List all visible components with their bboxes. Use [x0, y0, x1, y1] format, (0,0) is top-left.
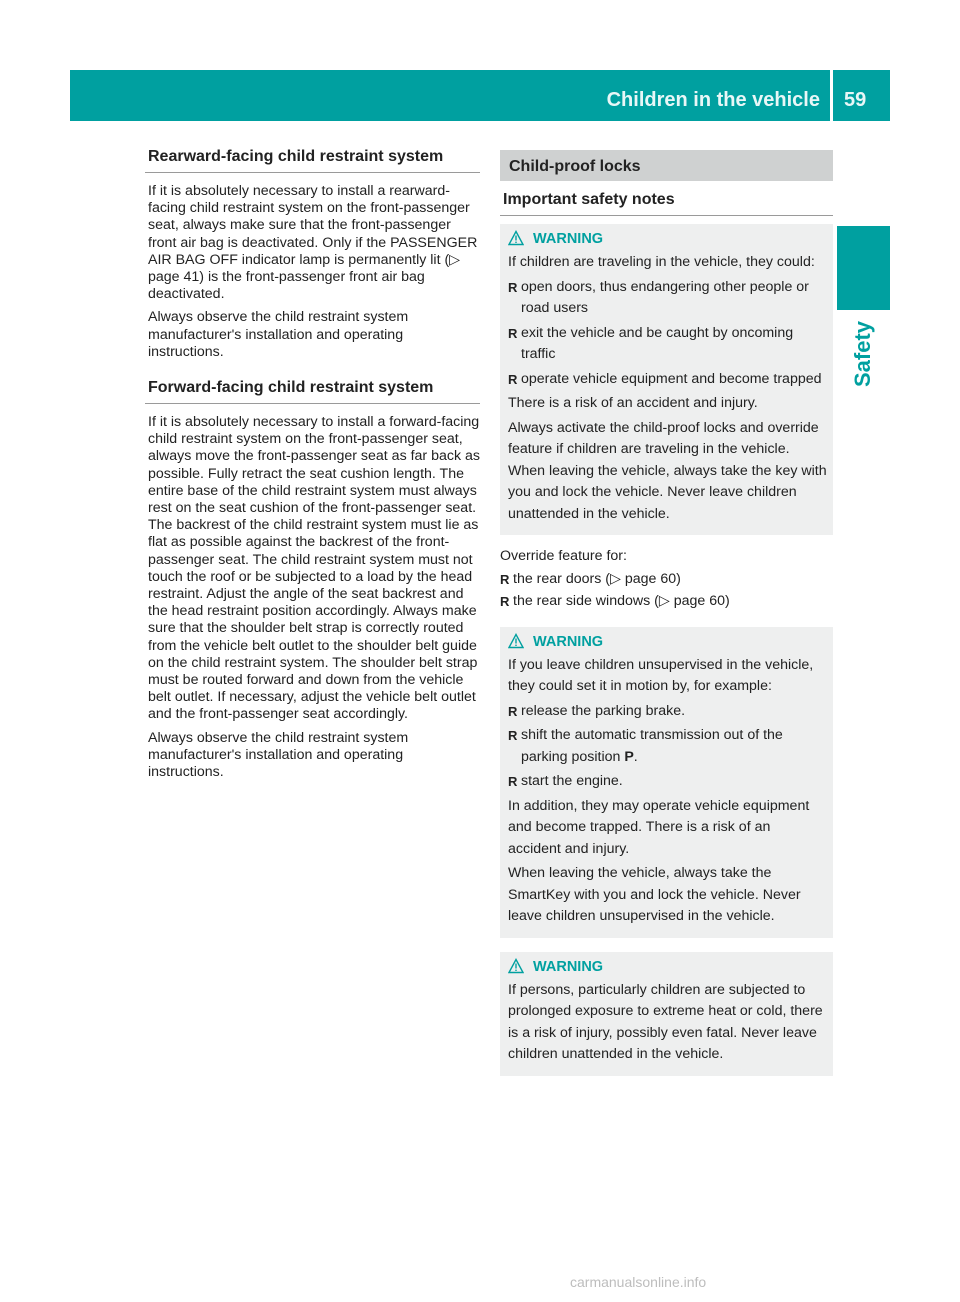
warning-box-3 — [500, 952, 833, 1076]
warning-label: WARNING — [533, 231, 604, 247]
section-label: Safety — [850, 320, 875, 388]
warning-header — [508, 226, 827, 252]
right-column — [500, 150, 833, 1076]
left-column — [145, 148, 480, 781]
warning-box-1 — [500, 224, 833, 535]
rearward-heading: Rearward-facing child restraint system — [145, 148, 480, 173]
rearward-note: Always observe the child restraint system manufacturer's installation and operating instructions. — [148, 309, 409, 360]
warning-text: If you leave children unsupervised in the vehicle, they could set it in motion by, for example: — [508, 656, 814, 694]
list-item: R the rear doors (▷ page 60) — [500, 570, 681, 587]
rearward-paragraph: If it is absolutely necessary to install a rearward-facing child restraint system on the front-passenger seat, always make sure that the front-passenger front air bag is deactivated. Only if the PASSENGER AIR BAG OFF indicator lamp is permanently lit (▷ page 41) is the front-passenger front air bag deactivated. — [148, 183, 478, 303]
warning-triangle-icon — [508, 629, 533, 655]
forward-heading: Forward-facing child restraint system — [145, 379, 480, 404]
warning-triangle-icon — [508, 226, 533, 252]
warning-box-2 — [500, 627, 833, 938]
warning-header — [508, 629, 827, 655]
warning-text: In addition, they may operate vehicle equipment and become trapped. There is a risk of an accident and injury. — [508, 797, 810, 857]
warning-text: If persons, particularly children are subjected to prolonged exposure to extreme heat or cold, there is a risk of injury, possibly even fatal. Never leave children unattended in the vehicle. — [508, 981, 823, 1062]
warning-header — [508, 954, 827, 980]
section-tab — [837, 226, 890, 310]
override-section — [500, 546, 833, 613]
warning-label: WARNING — [533, 633, 604, 650]
warning-text: When leaving the vehicle, always take the SmartKey with you and lock the vehicle. Never leave children unsupervised in the vehicle. — [508, 865, 801, 924]
list-item: R the rear side windows (▷ page 60) — [500, 593, 730, 609]
warning-text: Always activate the child-proof locks and override feature if children are traveling in the vehicle. When leaving the vehicle, always take the key with you and lock the vehicle. Never leave children unattended in the vehicle. — [508, 419, 827, 522]
warning-text: There is a risk of an accident and injury. — [508, 395, 758, 411]
page-number: 59 — [844, 89, 867, 111]
warning-label: WARNING — [533, 958, 604, 975]
list-item: R open doors, thus endangering other people or road users — [508, 278, 809, 316]
list-item: R start the engine. — [508, 773, 623, 789]
forward-paragraph: If it is absolutely necessary to install a forward-facing child restraint system on the front-passenger seat, always move the front-passenger seat as far back as possible. Fully retract the seat cushion length. The entire base of the child restraint system must always rest on the seat cushion of the front-passenger seat. The backrest of the child restraint system must lie as flat as possible against the backrest of the front-passenger seat. The child restraint system must not touch the roof or be subjected to a load by the head restraint. Adjust the angle of the seat backrest and the head restraint position accordingly. Always make sure that the shoulder belt strap is correctly routed from the vehicle belt outlet to the shoulder belt guide on the child restraint system. The shoulder belt strap must be routed forward and down from the vehicle belt outlet. If necessary, adjust the vehicle belt outlet and the front-passenger seat accordingly. — [148, 414, 480, 723]
warning-text: If children are traveling in the vehicle, they could: — [508, 254, 815, 270]
section-band: Child-proof locks — [500, 150, 833, 181]
watermark: carmanualsonline.info — [570, 1274, 707, 1290]
header-bar — [70, 70, 890, 121]
list-item: R shift the automatic transmission out of the parking position P. — [508, 727, 783, 765]
override-intro: Override feature for: — [500, 548, 627, 564]
list-item: R release the parking brake. — [508, 702, 686, 719]
list-item: R exit the vehicle and be caught by oncoming traffic — [508, 324, 794, 362]
forward-note: Always observe the child restraint system manufacturer's installation and operating instructions. — [148, 729, 409, 781]
chapter-title: Children in the vehicle — [606, 89, 820, 111]
safety-notes-heading: Important safety notes — [500, 191, 833, 216]
header-divider — [830, 70, 833, 121]
list-item: R operate vehicle equipment and become trapped — [508, 370, 822, 387]
warning-triangle-icon — [508, 954, 533, 980]
